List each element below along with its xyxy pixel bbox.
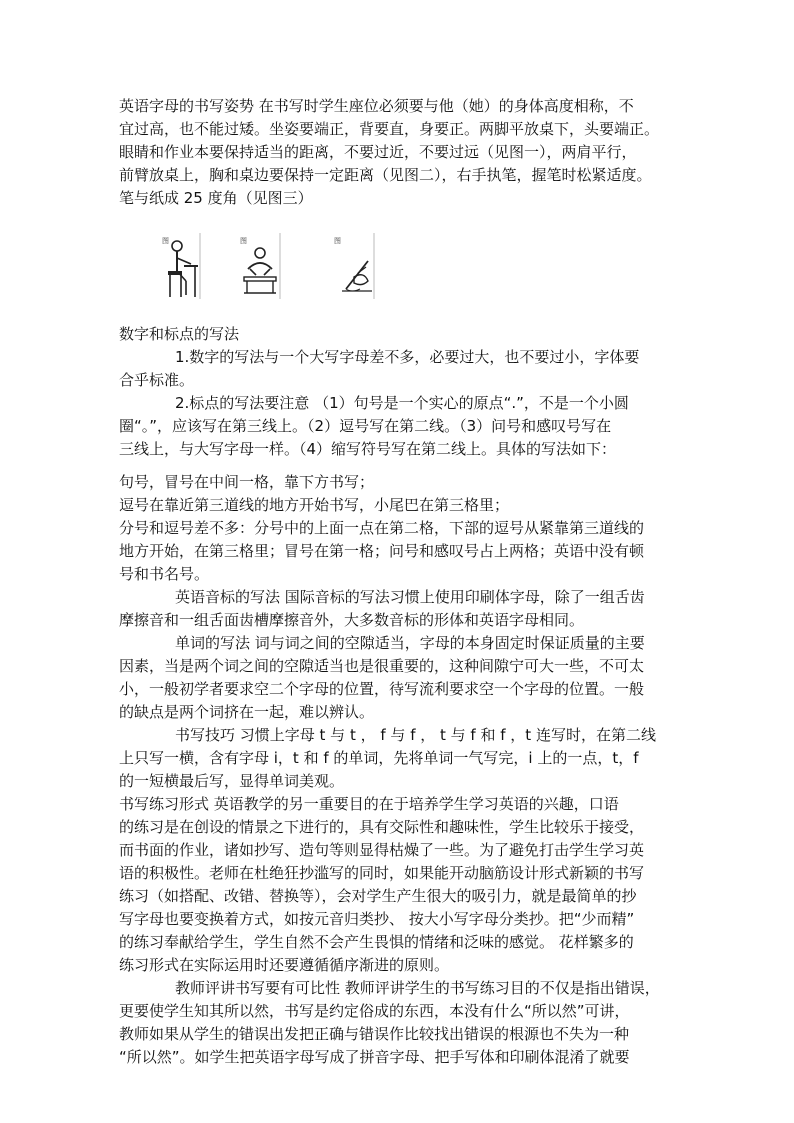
section-heading: 数字和标点的写法 (119, 325, 240, 343)
text-line: 1.数字的写法与一个大写字母差不多，必要过大，也不要过小，字体要 (175, 348, 640, 366)
text-line: 教师评讲书写要有可比性 教师评讲学生的书写练习目的不仅是指出错误， (175, 979, 660, 997)
text-line: 英语音标的写法 国际音标的写法习惯上使用印刷体字母，除了一组舌齿 (175, 588, 645, 606)
text-line: 而书面的作业，诸如抄写、造句等则显得枯燥了一些。为了避免打击学生学习英 (119, 841, 645, 859)
text-line: 前臂放桌上，胸和桌边要保持一定距离（见图二），右手执笔，握笔时松紧适度。 (119, 166, 652, 184)
text-line: 小，一般初学者要求空二个字母的位置，待写流利要求空一个字母的位置。一般 (119, 680, 645, 698)
text-line: 三线上，与大写字母一样。（4）缩写符号写在第二线上。具体的写法如下： (119, 440, 617, 458)
text-line: 圈“。”，应该写在第三线上。（2）逗号写在第二线。（3）问号和感叹号写在 (119, 417, 612, 435)
text-line: 更要使学生知其所以然，书写是约定俗成的东西，本没有什么“所以然”可讲， (119, 1002, 630, 1020)
text-line: 分号和逗号差不多：分号中的上面一点在第二格，下部的逗号从紧靠第三道线的 (119, 519, 645, 537)
text-line: 地方开始，在第三格里；冒号在第一格；问号和感叹号占上两格；英语中没有顿 (119, 542, 645, 560)
text-line: 逗号在靠近第三道线的地方开始书写，小尾巴在第三格里； (119, 496, 510, 514)
text-line: 合乎标准。 (119, 371, 195, 389)
text-line: 上只写一横，含有字母 i，t 和 f 的单词，先将单词一气写完，i 上的一点，t，f (119, 749, 639, 767)
svg-text:图: 图 (240, 237, 247, 245)
text-line: 宜过高，也不能过矮。坐姿要端正，背要直，身要正。两脚平放桌下，头要端正。 (119, 120, 660, 138)
figure-1-sitting-posture (160, 231, 204, 301)
figure-2-desk-posture (238, 231, 282, 301)
svg-text:图: 图 (162, 237, 169, 245)
text-line: 因素，当是两个词之间的空隙适当也是很重要的，这种间隙宁可大一些，不可太 (119, 657, 645, 675)
text-line: 眼睛和作业本要保持适当的距离，不要过近，不要过远（见图一），两肩平行， (119, 143, 637, 161)
text-line: 练习形式在实际运用时还要遵循循序渐进的原则。 (119, 956, 450, 974)
text-line: 2.标点的写法要注意 （1）句号是一个实心的原点“.”，不是一个小圆 (175, 394, 629, 412)
figure-3-pen-angle (332, 231, 376, 301)
text-line: 摩擦音和一组舌面齿槽摩擦音外，大多数音标的形体和英语字母相同。 (119, 611, 585, 629)
text-line: 句号，冒号在中间一格，靠下方书写； (119, 473, 375, 491)
svg-text:图: 图 (334, 237, 341, 245)
text-line: 的练习奉献给学生，学生自然不会产生畏惧的情绪和泛味的感觉。 花样繁多的 (119, 933, 634, 951)
text-line: 的缺点是两个词挤在一起，难以辨认。 (119, 703, 375, 721)
text-line: 练习（如搭配、改错、替换等），会对学生产生很大的吸引力，就是最简单的抄 (119, 887, 637, 905)
text-line: 语的积极性。老师在杜绝狂抄滥写的同时，如果能开动脑筋设计形式新颖的书写 (119, 864, 645, 882)
text-line: 书写练习形式 英语教学的另一重要目的在于培养学生学习英语的兴趣，口语 (119, 795, 619, 813)
text-line: “所以然”。如学生把英语字母写成了拼音字母、把手写体和印刷体混淆了就要 (119, 1048, 630, 1066)
text-line: 的一短横最后写，显得单词美观。 (119, 772, 345, 790)
text-line: 教师如果从学生的错误出发把正确与错误作比较找出错误的根源也不失为一种 (119, 1025, 630, 1043)
text-line: 单词的写法 词与词之间的空隙适当，字母的本身固定时保证质量的主要 (175, 634, 645, 652)
text-line: 写字母也要变换着方式，如按元音归类抄、 按大小写字母分类抄。把“少而精” (119, 910, 635, 928)
text-line: 笔与纸成 25 度角（见图三） (119, 189, 313, 207)
text-line: 书写技巧 习惯上字母 t 与 t ， f 与 f ， t 与 f 和 f ，t 连写时，在第二线 (175, 726, 656, 744)
text-line: 号和书名号。 (119, 565, 210, 583)
text-line: 英语字母的书写姿势 在书写时学生座位必须要与他（她）的身体高度相称，不 (119, 97, 634, 115)
text-line: 的练习是在创设的情景之下进行的，具有交际性和趣味性，学生比较乐于接受， (119, 818, 645, 836)
